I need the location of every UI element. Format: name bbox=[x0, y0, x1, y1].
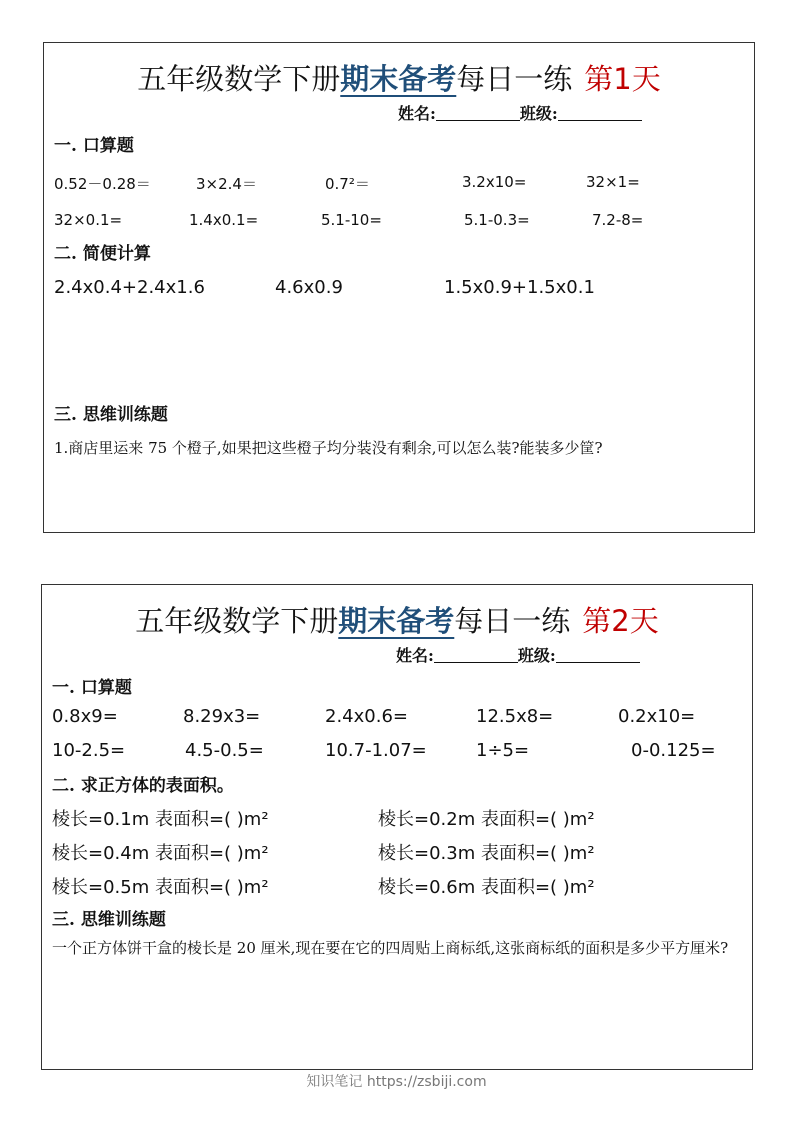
oral-item: 0.8x9= bbox=[52, 706, 118, 727]
worksheet-title: 五年级数学下册期末备考每日一练 第1天 bbox=[137, 62, 661, 96]
section-heading: 二. 简便计算 bbox=[54, 244, 151, 264]
footer-watermark: 知识笔记 https://zsbiji.com bbox=[306, 1074, 487, 1090]
cube-item: 棱长=0.3m 表面积=( )m² bbox=[378, 843, 595, 864]
name-class-line: 姓名: 班级: bbox=[398, 101, 642, 124]
oral-item: 32×1= bbox=[586, 173, 640, 191]
oral-item: 3.2x10= bbox=[462, 173, 527, 191]
class-blank[interactable] bbox=[556, 648, 640, 663]
class-blank[interactable] bbox=[558, 106, 642, 121]
worksheet-day-2 bbox=[41, 584, 753, 1070]
worksheet-title: 五年级数学下册期末备考每日一练 第2天 bbox=[135, 604, 659, 638]
oral-item: 0.7²＝ bbox=[325, 175, 370, 193]
oral-item: 1÷5= bbox=[476, 740, 530, 761]
oral-item: 10-2.5= bbox=[52, 740, 126, 761]
calc-item: 1.5x0.9+1.5x0.1 bbox=[444, 277, 595, 298]
section-heading: 一. 口算题 bbox=[54, 136, 134, 156]
oral-item: 0.52－0.28＝ bbox=[54, 175, 151, 193]
oral-item: 5.1-10= bbox=[321, 211, 382, 229]
oral-item: 5.1-0.3= bbox=[464, 211, 530, 229]
oral-item: 10.7-1.07= bbox=[325, 740, 427, 761]
oral-item: 2.4x0.6= bbox=[325, 706, 408, 727]
cube-item: 棱长=0.5m 表面积=( )m² bbox=[52, 877, 269, 898]
section-heading: 三. 思维训练题 bbox=[52, 910, 166, 930]
calc-item: 2.4x0.4+2.4x1.6 bbox=[54, 277, 205, 298]
word-problem: 1.商店里运来 75 个橙子,如果把这些橙子均分装没有剩余,可以怎么装?能装多少筐? bbox=[54, 439, 603, 457]
name-blank[interactable] bbox=[434, 648, 518, 663]
cube-item: 棱长=0.6m 表面积=( )m² bbox=[378, 877, 595, 898]
oral-item: 4.5-0.5= bbox=[185, 740, 264, 761]
oral-item: 32×0.1= bbox=[54, 211, 123, 229]
word-problem: 一个正方体饼干盒的棱长是 20 厘米,现在要在它的四周贴上商标纸,这张商标纸的面积是多少平方厘米? bbox=[52, 939, 729, 957]
name-class-line: 姓名: 班级: bbox=[396, 643, 640, 666]
section-heading: 二. 求正方体的表面积。 bbox=[52, 776, 234, 796]
cube-item: 棱长=0.2m 表面积=( )m² bbox=[378, 809, 595, 830]
name-blank[interactable] bbox=[436, 106, 520, 121]
section-heading: 三. 思维训练题 bbox=[54, 405, 168, 425]
oral-item: 8.29x3= bbox=[183, 706, 261, 727]
oral-item: 0-0.125= bbox=[631, 740, 716, 761]
calc-item: 4.6x0.9 bbox=[275, 277, 343, 298]
oral-item: 12.5x8= bbox=[476, 706, 554, 727]
cube-item: 棱长=0.1m 表面积=( )m² bbox=[52, 809, 269, 830]
worksheet-day-1 bbox=[43, 42, 755, 533]
oral-item: 3×2.4＝ bbox=[196, 175, 257, 193]
cube-item: 棱长=0.4m 表面积=( )m² bbox=[52, 843, 269, 864]
oral-item: 0.2x10= bbox=[618, 706, 696, 727]
oral-item: 7.2-8= bbox=[592, 211, 644, 229]
oral-item: 1.4x0.1= bbox=[189, 211, 259, 229]
section-heading: 一. 口算题 bbox=[52, 678, 132, 698]
